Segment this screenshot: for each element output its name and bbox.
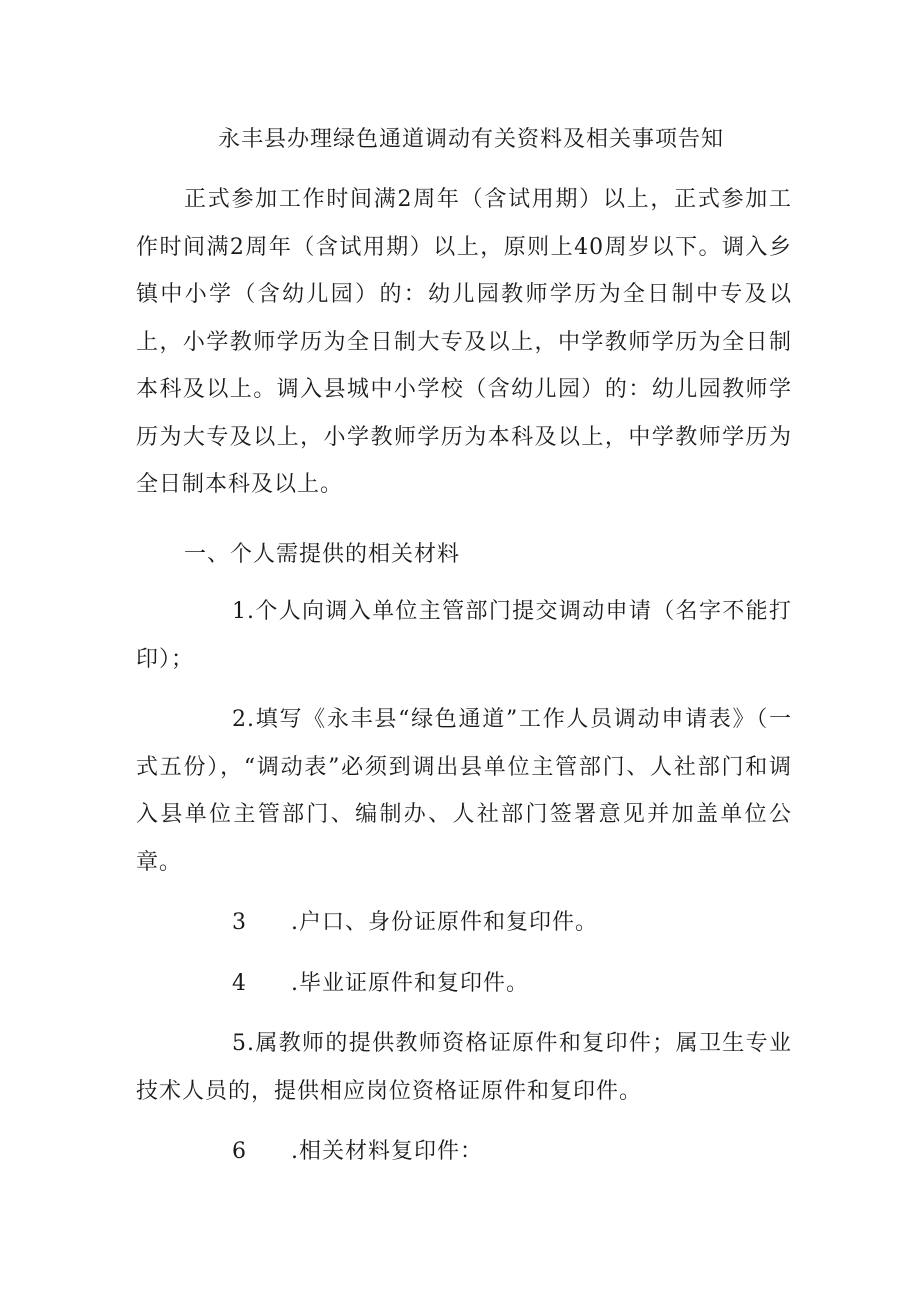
item-number: 3	[232, 910, 247, 935]
item-text: .户口、身份证原件和复印件。	[291, 910, 598, 935]
item-text: .属教师的提供教师资格证原件和复印件；属卫生专业技术人员的，提供相应岗位资格证原件和复印件。	[136, 1031, 792, 1104]
item-text: .毕业证原件和复印件。	[291, 970, 529, 996]
intro-paragraph: 正式参加工作时间满2周年（含试用期）以上，正式参加工作时间满2周年（含试用期）以上，原则上40周岁以下。调入乡镇中小学（含幼儿园）的：幼儿园教师学历为全日制中专及以上，小学教师学历为全日制大专及以上，中学教师学历为全日制本科及以上。调入县城中小学校（含幼儿园）的：幼儿园教师学历为大专及以上，小学教师学历为本科及以上，中学教师学历为全日制本科及以上。	[136, 187, 792, 497]
item-text: .填写《永丰县“绿色通道”工作人员调动申请表》（一式五份），“调动表”必须到调出县单位主管部门、人社部门和调入县单位主管部门、编制办、人社部门签署意见并加盖单位公章。	[136, 707, 792, 875]
list-item-6	[136, 1128, 792, 1176]
list-item-3	[136, 899, 792, 947]
item-number: 5	[232, 1031, 247, 1056]
document-title: 永丰县办理绿色通道调动有关资料及相关事项告知	[217, 127, 724, 152]
item-number: 1	[232, 599, 247, 624]
item-text: .相关材料复印件：	[291, 1139, 483, 1164]
list-item-4	[136, 960, 792, 1008]
section-heading: 一、个人需提供的相关材料	[184, 541, 461, 567]
list-item-2	[136, 696, 792, 886]
item-number: 2	[232, 707, 247, 732]
item-number: 6	[232, 1139, 247, 1164]
list-item-5	[136, 1020, 792, 1115]
item-number: 4	[232, 970, 247, 996]
item-text: .个人向调入单位主管部门提交调动申请（名字不能打印）；	[136, 599, 792, 672]
list-item-1	[136, 588, 792, 683]
